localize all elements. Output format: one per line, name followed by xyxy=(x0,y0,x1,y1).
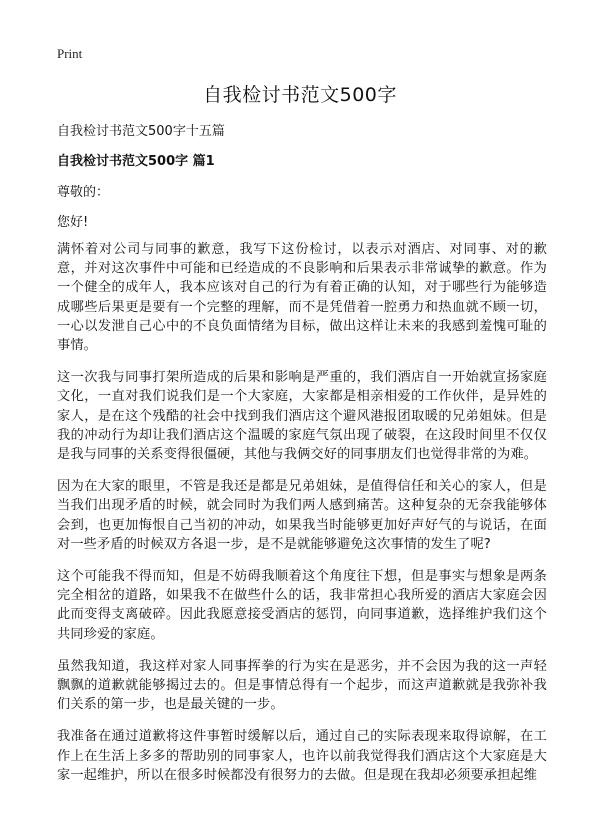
paragraph: 虽然我知道，我这样对家人同事挥拳的行为实在是恶劣，并不会因为我的这一声轻飘飘的道歉就能够揭过去的。但是事情总得有一个起步，而这声道歉就是我弥补我们关系的第一步，也是最关键的一步。 xyxy=(57,658,547,713)
paragraph: 这一次我与同事打架所造成的后果和影响是严重的，我们酒店自一开始就宣扬家庭文化，一直对我们说我们是一个大家庭，大家都是相亲相爱的工作伙伴，是异姓的家人，是在这个残酷的社会中找到我们酒店这个避风港报团取暖的兄弟姐妹。但是我的冲动行为却让我们酒店这个温暖的家庭气氛出现了破裂，在这段时间里不仅仅是我与同事的关系变得很僵硬，其他与我俩交好的同事朋友们也觉得非常的为难。 xyxy=(57,370,547,463)
section-heading: 自我检讨书范文500字 篇1 xyxy=(57,154,215,169)
paragraph: 这个可能我不得而知，但是不妨碍我顺着这个角度往下想，但是事实与想象是两条完全相岔的道路，如果我不在做些什么的话，我非常担心我所爱的酒店大家庭会因此而变得支离破碎。因此我愿意接受酒店的惩罚，向同事道歉，选择维护我们这个共同珍爱的家庭。 xyxy=(57,569,547,642)
greeting: 您好! xyxy=(57,215,89,230)
paragraph: 满怀着对公司与同事的歉意，我写下这份检讨，以表示对酒店、对同事、对的歉意，并对这次事件中可能和已经造成的不良影响和后果表示非常诚挚的歉意。作为一个健全的成年人，我本应该对自己的行为有着正确的认知，对于哪些行为能够造成哪些后果更是要有一个完整的理解，而不是凭借着一腔勇力和热血就不顾一切，一心以发泄自己心中的不良负面情绪为目标，做出这样让未来的我感到羞愧可耻的事情。 xyxy=(57,242,547,354)
letter-body xyxy=(57,240,547,798)
document-subtitle: 自我检讨书范文500字十五篇 xyxy=(57,124,225,139)
salutation: 尊敬的： xyxy=(57,185,110,200)
paragraph: 因为在大家的眼里，不管是我还是都是兄弟姐妹，是值得信任和关心的家人，但是当我们出现矛盾的时候，就会同时为我们两人感到痛苦。这种复杂的无奈我能够体会到，也更加悔恨自己当初的冲动，如果我当时能够更加好声好气的与说话，在面对一些矛盾的时候双方各退一步，是不是就能够避免这次事情的发生了呢? xyxy=(57,479,547,552)
document-title: 自我检讨书范文500字 xyxy=(203,84,397,106)
print-link[interactable]: Print xyxy=(57,46,83,61)
paragraph: 我准备在通过道歉将这件事暂时缓解以后，通过自己的实际表现来取得谅解，在工作上在生活上多多的帮助别的同事家人，也许以前我觉得我们酒店这个大家庭是大家一起维护，所以在很多时候都没有很努力的去做。但是现在我却必须要承担起维 xyxy=(57,729,547,783)
